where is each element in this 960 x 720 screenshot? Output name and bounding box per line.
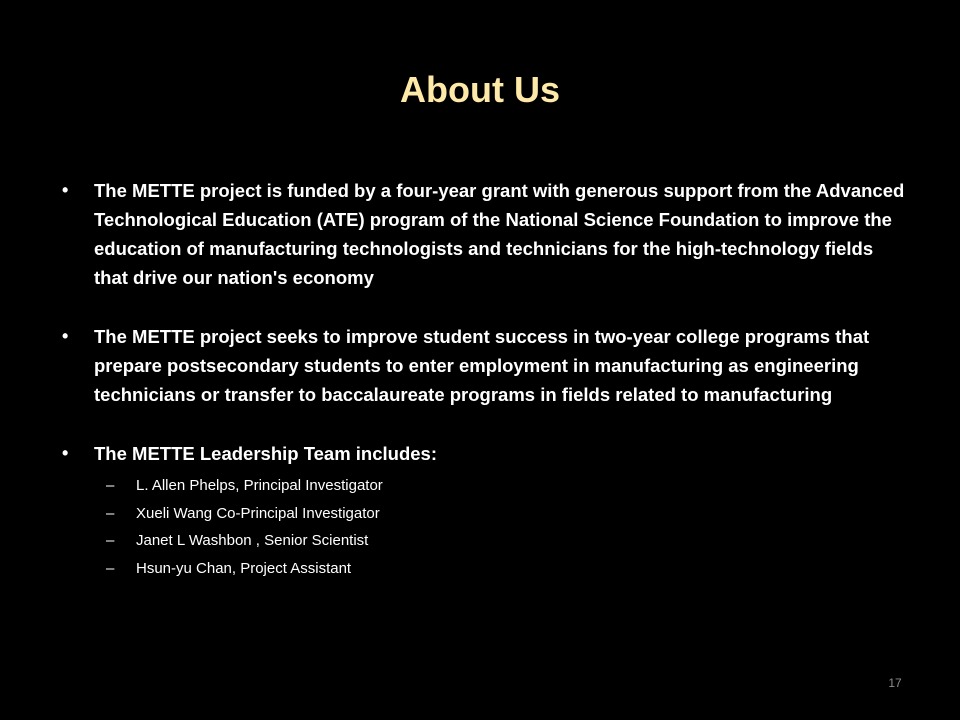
sub-bullet-marker: – <box>106 504 115 522</box>
bullet-item <box>62 322 912 409</box>
slide-body <box>62 176 912 582</box>
bullet-marker: • <box>62 443 69 463</box>
team-member <box>94 500 912 528</box>
team-member <box>94 472 912 500</box>
team-member-text: Hsun-yu Chan, Project Assistant <box>136 559 352 577</box>
team-list <box>94 472 912 582</box>
bullet-item <box>62 176 912 292</box>
team-member <box>94 555 912 583</box>
sub-bullet-marker: – <box>106 532 115 549</box>
bullet-text: The METTE project is funded by a four-year grant with generous support from the Advanced Technological Education (ATE) program of the National Science Foundation to improve the education of manufacturing technologists and technicians for the high-technology fields that drive our nation's economy <box>94 180 905 288</box>
sub-bullet-marker: – <box>106 559 115 577</box>
slide-title: About Us <box>400 69 560 110</box>
sub-bullet-marker: – <box>106 477 115 494</box>
team-member <box>94 527 912 555</box>
team-member-text: Janet L Washbon , Senior Scientist <box>136 532 369 549</box>
bullet-text: The METTE project seeks to improve student success in two-year college programs that prepare postsecondary students to enter employment in manufacturing as engineering technicians or transfer to baccalaureate programs in fields related to manufacturing <box>94 326 870 405</box>
team-member-text: Xueli Wang Co-Principal Investigator <box>136 504 380 522</box>
bullet-marker: • <box>62 326 69 346</box>
bullet-item <box>62 439 912 582</box>
bullet-text: The METTE Leadership Team includes: <box>94 443 437 464</box>
bullet-marker: • <box>62 180 69 200</box>
team-member-text: L. Allen Phelps, Principal Investigator <box>136 477 383 494</box>
page-number: 17 <box>888 676 902 690</box>
